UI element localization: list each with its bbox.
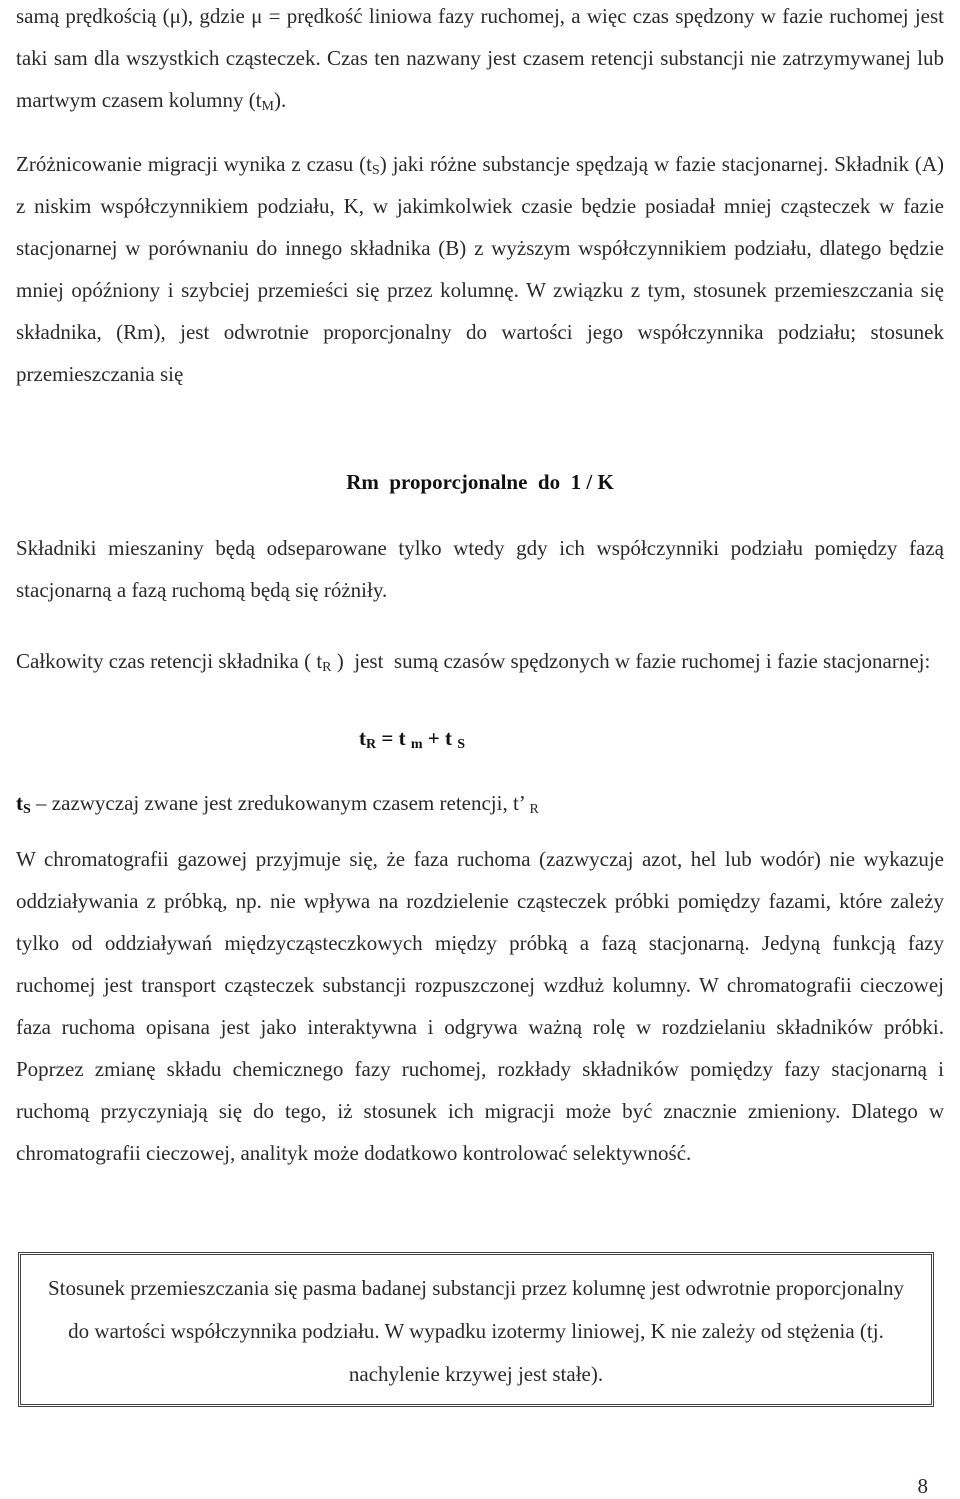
- formula-rm-proportional: Rm proporcjonalne do 1 / K: [346, 470, 614, 494]
- paragraph-mobile-phase-time: samą prędkością (μ), gdzie μ = prędkość liniowa fazy ruchomej, a więc czas spędzony w fazie ruchomej jest taki sam dla wszystkich cząsteczek. Czas ten nazwany jest czasem retencji substancji nie zatrzymywanej lub martwym czasem kolumny $(t_M)$.: [16, 4, 944, 114]
- formula-retention-sum: $t_R = t$ $_m$ + t $_S$: [359, 726, 466, 752]
- paragraph-total-retention: Całkowity czas retencji składnika ( $t_R$ ) jest sumą czasów spędzonych w fazie ruchomej i fazie stacjonarnej:: [16, 649, 931, 675]
- page-number: 8: [917, 1474, 928, 1498]
- paragraph-stationary-phase: Zróżnicowanie migracji wynika z czasu $(t_S)$ jaki różne substancje spędzają w fazie stacjonarnej. Składnik (A) z niskim współczynnikiem podziału, K, w jakimkolwiek czasie będzie posiadał mniej cząsteczek w fazie stacjonarnej w porównaniu do innego składnika (B) z wyższym współczynnikiem podziału, dlatego będzie mniej opóźniony i szybciej przemieści się przez kolumnę. W związku z tym, stosunek przemieszczania się składnika, (Rm), jest odwrotnie proporcjonalny do wartości jego współczynnika podziału; stosunek przemieszczania się: [16, 152, 944, 386]
- highlight-box: [18, 1252, 934, 1407]
- paragraph-reduced-retention: $t_S$ – zazwyczaj zwane jest zredukowanym czasem retencji, t’ $_R$: [16, 791, 539, 817]
- paragraph-gas-liquid-chromatography: W chromatografii gazowej przyjmuje się, że faza ruchoma (zazwyczaj azot, hel lub wodór) nie wykazuje oddziaływania z próbką, np. nie wpływa na rozdzielenie cząsteczek próbki pomiędzy fazami, które zależy tylko od oddziaływań międzycząsteczkowych między próbką a fazą stacjonarną. Jedyną funkcją fazy ruchomej jest transport cząsteczek substancji rozpuszczonej wzdłuż kolumny. W chromatografii cieczowej faza ruchoma opisana jest jako interaktywna i odgrywa ważną rolę w rozdzielaniu składników próbki. Poprzez zmianę składu chemicznego fazy ruchomej, rozkłady składników pomiędzy fazy stacjonarną i ruchomą przyczyniają się do tego, iż stosunek ich migracji może być znacznie zmieniony. Dlatego w chromatografii cieczowej, analityk może dodatkowo kontrolować selektywność.: [16, 847, 944, 1165]
- paragraph-separation-condition: Składniki mieszaniny będą odseparowane tylko wtedy gdy ich współczynniki podziału pomiędzy fazą stacjonarną a fazą ruchomą będą się różniły.: [16, 536, 944, 602]
- highlight-box-text: Stosunek przemieszczania się pasma badanej substancji przez kolumnę jest odwrotnie proporcjonalny do wartości współczynnika podziału. W wypadku izotermy liniowej, K nie zależy od stężenia (tj. nachylenie krzywej jest stałe).: [47, 1276, 905, 1386]
